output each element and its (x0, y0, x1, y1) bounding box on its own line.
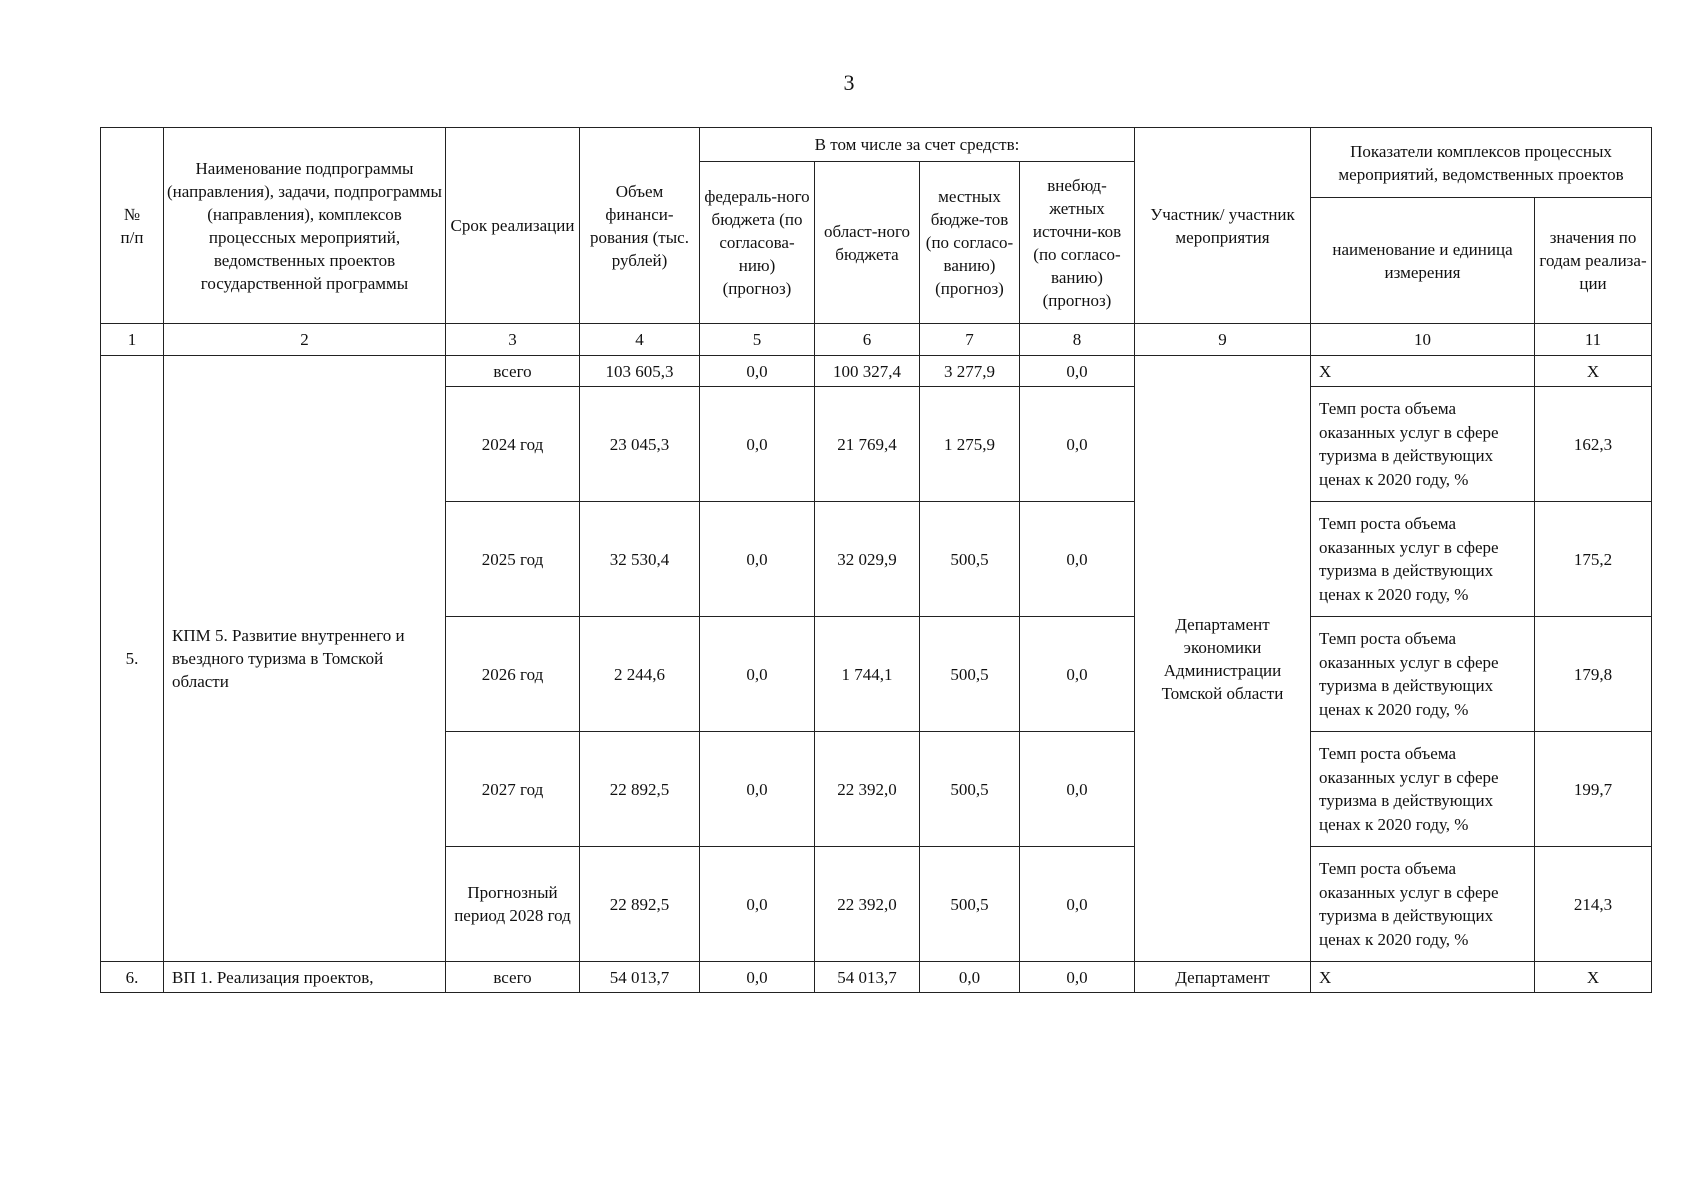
column-number: 7 (920, 324, 1020, 356)
regional-cell: 22 392,0 (815, 847, 920, 962)
indicator-cell: Темп роста объема оказанных услуг в сфере туризма в действующих ценах к 2020 году, % (1311, 387, 1535, 502)
table-row (101, 356, 1652, 387)
local-cell: 500,5 (920, 847, 1020, 962)
value-cell: 162,3 (1535, 387, 1652, 502)
header-local: местных бюдже-тов (по согласо-ванию) (прогноз) (920, 162, 1020, 324)
header-federal: федераль-ного бюджета (по согласова-нию) (прогноз) (700, 162, 815, 324)
indicator-cell: Темп роста объема оказанных услуг в сфере туризма в действующих ценах к 2020 году, % (1311, 617, 1535, 732)
column-number: 5 (700, 324, 815, 356)
column-number: 8 (1020, 324, 1135, 356)
header-name: Наименование подпрограммы (направления), задачи, подпрограммы (направления), комплексов процессных мероприятий, ведомственных проектов государственной программы (164, 128, 446, 324)
header-sources-group: В том числе за счет средств: (700, 128, 1135, 162)
column-number: 6 (815, 324, 920, 356)
column-number: 10 (1311, 324, 1535, 356)
indicator-cell: Темп роста объема оказанных услуг в сфере туризма в действующих ценах к 2020 году, % (1311, 732, 1535, 847)
program-name: КПМ 5. Развитие внутреннего и въездного туризма в Томской области (164, 356, 446, 962)
participant-cell: Департамент (1135, 962, 1311, 993)
volume-cell: 22 892,5 (580, 847, 700, 962)
header-period: Срок реализации (446, 128, 580, 324)
header-offbudget: внебюд-жетных источни-ков (по согласо-ванию) (прогноз) (1020, 162, 1135, 324)
federal-cell: 0,0 (700, 962, 815, 993)
offbudget-cell: 0,0 (1020, 387, 1135, 502)
column-number-row (101, 324, 1652, 356)
header-num: № п/п (101, 128, 164, 324)
regional-cell: 22 392,0 (815, 732, 920, 847)
local-cell: 500,5 (920, 732, 1020, 847)
period-cell: всего (446, 962, 580, 993)
header-volume: Объем финанси-рования (тыс. рублей) (580, 128, 700, 324)
volume-cell: 23 045,3 (580, 387, 700, 502)
header-regional: област-ного бюджета (815, 162, 920, 324)
offbudget-cell: 0,0 (1020, 962, 1135, 993)
column-number: 9 (1135, 324, 1311, 356)
local-cell: 3 277,9 (920, 356, 1020, 387)
federal-cell: 0,0 (700, 502, 815, 617)
offbudget-cell: 0,0 (1020, 617, 1135, 732)
offbudget-cell: 0,0 (1020, 356, 1135, 387)
value-cell: 199,7 (1535, 732, 1652, 847)
offbudget-cell: 0,0 (1020, 732, 1135, 847)
regional-cell: 32 029,9 (815, 502, 920, 617)
period-cell: Прогнозный период 2028 год (446, 847, 580, 962)
column-number: 3 (446, 324, 580, 356)
regional-cell: 21 769,4 (815, 387, 920, 502)
volume-cell: 32 530,4 (580, 502, 700, 617)
indicator-cell: Темп роста объема оказанных услуг в сфере туризма в действующих ценах к 2020 году, % (1311, 847, 1535, 962)
offbudget-cell: 0,0 (1020, 847, 1135, 962)
federal-cell: 0,0 (700, 356, 815, 387)
offbudget-cell: 0,0 (1020, 502, 1135, 617)
column-number: 2 (164, 324, 446, 356)
row-number: 5. (101, 356, 164, 962)
header-indicators-group: Показатели комплексов процессных мероприятий, ведомственных проектов (1311, 128, 1652, 198)
period-cell: 2024 год (446, 387, 580, 502)
value-cell: Х (1535, 962, 1652, 993)
regional-cell: 100 327,4 (815, 356, 920, 387)
federal-cell: 0,0 (700, 847, 815, 962)
header-participant: Участник/ участник мероприятия (1135, 128, 1311, 324)
volume-cell: 2 244,6 (580, 617, 700, 732)
participant-cell: Департамент экономики Администрации Томской области (1135, 356, 1311, 962)
program-name: ВП 1. Реализация проектов, (164, 962, 446, 993)
value-cell: Х (1535, 356, 1652, 387)
period-cell: всего (446, 356, 580, 387)
row-number: 6. (101, 962, 164, 993)
indicator-cell: Х (1311, 962, 1535, 993)
volume-cell: 54 013,7 (580, 962, 700, 993)
local-cell: 500,5 (920, 617, 1020, 732)
period-cell: 2025 год (446, 502, 580, 617)
federal-cell: 0,0 (700, 617, 815, 732)
indicator-cell: Х (1311, 356, 1535, 387)
local-cell: 0,0 (920, 962, 1020, 993)
header-indicator-name: наименование и единица измерения (1311, 198, 1535, 324)
column-number: 11 (1535, 324, 1652, 356)
program-table (100, 127, 1652, 993)
local-cell: 500,5 (920, 502, 1020, 617)
table-row (101, 962, 1652, 993)
local-cell: 1 275,9 (920, 387, 1020, 502)
regional-cell: 54 013,7 (815, 962, 920, 993)
period-cell: 2026 год (446, 617, 580, 732)
value-cell: 214,3 (1535, 847, 1652, 962)
column-number: 4 (580, 324, 700, 356)
regional-cell: 1 744,1 (815, 617, 920, 732)
indicator-cell: Темп роста объема оказанных услуг в сфере туризма в действующих ценах к 2020 году, % (1311, 502, 1535, 617)
period-cell: 2027 год (446, 732, 580, 847)
page-number: 3 (843, 70, 855, 95)
value-cell: 175,2 (1535, 502, 1652, 617)
federal-cell: 0,0 (700, 387, 815, 502)
volume-cell: 103 605,3 (580, 356, 700, 387)
value-cell: 179,8 (1535, 617, 1652, 732)
volume-cell: 22 892,5 (580, 732, 700, 847)
column-number: 1 (101, 324, 164, 356)
header-indicator-values: значения по годам реализа-ции (1535, 198, 1652, 324)
federal-cell: 0,0 (700, 732, 815, 847)
